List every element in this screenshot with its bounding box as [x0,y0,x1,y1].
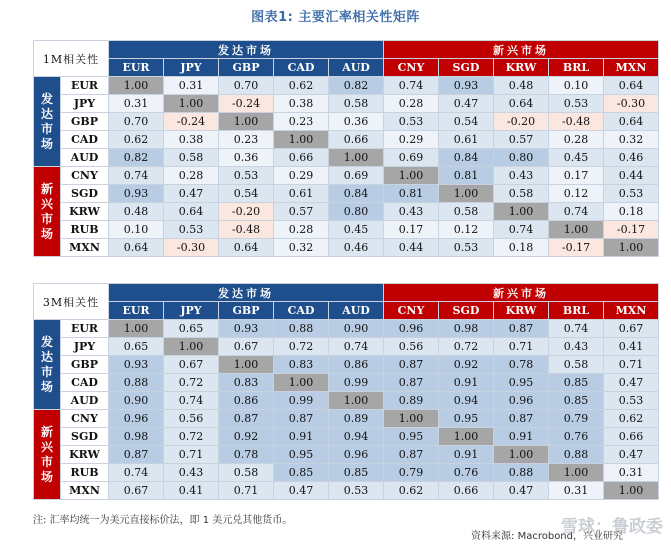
correlation-cell: 0.44 [604,167,659,185]
correlation-cell: 0.48 [494,77,549,95]
correlation-cell: 0.94 [439,392,494,410]
correlation-cell: 0.85 [549,374,604,392]
correlation-cell: 0.64 [494,95,549,113]
correlation-cell: 0.47 [494,482,549,500]
correlation-cell: 0.70 [219,77,274,95]
correlation-cell: 1.00 [219,356,274,374]
correlation-cell: 0.95 [439,410,494,428]
correlation-cell: 1.00 [604,482,659,500]
correlation-cell: 0.74 [109,464,164,482]
correlation-cell: 0.56 [384,338,439,356]
correlation-cell: 0.53 [549,95,604,113]
correlation-cell: 0.91 [494,428,549,446]
correlation-cell: 0.64 [219,239,274,257]
table-row [34,167,659,185]
table-row [34,185,659,203]
correlation-cell: 0.43 [164,464,219,482]
side-label-char: 新 [40,181,53,196]
table-row [34,320,659,338]
correlation-cell: 0.53 [604,185,659,203]
correlation-cell: 0.36 [219,149,274,167]
correlation-cell: -0.17 [549,239,604,257]
correlation-cell: 0.74 [549,320,604,338]
side-label-developed [34,77,61,167]
correlation-cell: 0.88 [549,446,604,464]
correlation-cell: 0.10 [109,221,164,239]
row-header-rub: RUB [61,464,109,482]
correlation-cell: 0.81 [384,185,439,203]
correlation-cell: 0.28 [274,221,329,239]
table-row [34,239,659,257]
correlation-cell: 0.91 [439,374,494,392]
correlation-cell: 0.99 [329,374,384,392]
correlation-cell: 0.41 [164,482,219,500]
correlation-cell: 0.47 [274,482,329,500]
side-label-char: 发 [40,91,53,106]
correlation-cell: 0.84 [329,185,384,203]
side-label-emerging [34,410,61,500]
column-header-krw: KRW [494,302,549,320]
row-header-sgd: SGD [61,428,109,446]
group-header-developed: 发达市场 [109,284,384,302]
correlation-cell: 0.10 [549,77,604,95]
correlation-cell: 1.00 [329,392,384,410]
correlation-cell: 0.93 [109,356,164,374]
correlation-cell: 1.00 [329,149,384,167]
side-label-char: 兴 [40,439,53,454]
correlation-cell: 0.31 [109,95,164,113]
correlation-cell: 0.53 [164,221,219,239]
table-row [34,131,659,149]
correlation-cell: 0.45 [549,149,604,167]
correlation-cell: 0.38 [164,131,219,149]
correlation-cell: 0.87 [494,410,549,428]
correlation-cell: 0.58 [329,95,384,113]
correlation-cell: 0.86 [219,392,274,410]
row-header-mxn: MXN [61,239,109,257]
correlation-cell: 0.83 [219,374,274,392]
correlation-cell: 0.32 [274,239,329,257]
correlation-cell: 0.47 [604,374,659,392]
table-row [34,446,659,464]
correlation-cell: 0.74 [494,221,549,239]
correlation-cell: 0.92 [219,428,274,446]
correlation-cell: 0.72 [439,338,494,356]
correlation-cell: 1.00 [164,338,219,356]
correlation-cell: 0.89 [384,392,439,410]
correlation-cell: 0.61 [439,131,494,149]
column-header-eur: EUR [109,302,164,320]
correlation-cell: 0.62 [109,131,164,149]
correlation-cell: 0.53 [219,167,274,185]
column-header-brl: BRL [549,302,604,320]
correlation-cell: 0.70 [109,113,164,131]
correlation-cell: 0.87 [219,410,274,428]
correlation-cell: 0.86 [329,356,384,374]
correlation-cell: 0.93 [439,77,494,95]
column-header-mxn: MXN [604,59,659,77]
row-header-cad: CAD [61,131,109,149]
correlation-cell: 0.43 [549,338,604,356]
row-header-rub: RUB [61,221,109,239]
correlation-cell: -0.20 [494,113,549,131]
correlation-cell: 0.31 [549,482,604,500]
correlation-cell: 0.96 [329,446,384,464]
correlation-cell: 0.93 [109,185,164,203]
correlation-cell: 0.87 [384,374,439,392]
correlation-cell: 0.91 [439,446,494,464]
column-header-sgd: SGD [439,302,494,320]
correlation-cell: 0.47 [439,95,494,113]
correlation-cell: 0.98 [439,320,494,338]
column-header-eur: EUR [109,59,164,77]
correlation-cell: -0.24 [164,113,219,131]
correlation-cell: 0.67 [109,482,164,500]
correlation-cell: 0.78 [494,356,549,374]
group-header-emerging: 新兴市场 [384,284,659,302]
correlation-cell: 0.65 [164,320,219,338]
correlation-cell: 0.71 [164,446,219,464]
correlation-cell: 0.74 [384,77,439,95]
row-header-sgd: SGD [61,185,109,203]
row-header-krw: KRW [61,203,109,221]
correlation-cell: 1.00 [494,446,549,464]
correlation-cell: 0.88 [109,374,164,392]
table-row [34,149,659,167]
correlation-cell: 0.28 [384,95,439,113]
correlation-cell: 0.18 [604,203,659,221]
correlation-cell: 0.64 [604,77,659,95]
row-header-krw: KRW [61,446,109,464]
group-header-developed: 发达市场 [109,41,384,59]
correlation-cell: 0.74 [549,203,604,221]
correlation-cell: 0.96 [109,410,164,428]
correlation-cell: 1.00 [219,113,274,131]
side-label-char: 达 [40,349,53,364]
correlation-cell: -0.48 [549,113,604,131]
correlation-cell: 0.53 [439,239,494,257]
correlation-cell: 0.28 [164,167,219,185]
correlation-cell: 0.66 [604,428,659,446]
correlation-cell: 0.92 [439,356,494,374]
correlation-cell: 0.31 [164,77,219,95]
correlation-cell: -0.30 [604,95,659,113]
side-label-char: 场 [40,379,53,394]
correlation-cell: 0.62 [604,410,659,428]
correlation-cell: 0.65 [109,338,164,356]
correlation-cell: 0.76 [439,464,494,482]
correlation-cell: 0.88 [274,320,329,338]
correlation-cell: 0.57 [274,203,329,221]
correlation-cell: 0.56 [164,410,219,428]
correlation-cell: 0.93 [219,320,274,338]
correlation-cell: 0.90 [109,392,164,410]
column-header-krw: KRW [494,59,549,77]
correlation-cell: 0.98 [109,428,164,446]
correlation-cell: 0.53 [329,482,384,500]
side-label-char: 发 [40,334,53,349]
correlation-cell: 0.87 [384,356,439,374]
correlation-cell: 0.69 [384,149,439,167]
correlation-cell: 0.71 [494,338,549,356]
correlation-cell: 0.87 [274,410,329,428]
correlation-cell: 0.43 [384,203,439,221]
correlation-cell: 1.00 [384,167,439,185]
column-header-brl: BRL [549,59,604,77]
column-header-aud: AUD [329,302,384,320]
row-header-gbp: GBP [61,113,109,131]
side-label-char: 新 [40,424,53,439]
correlation-cell: 0.54 [219,185,274,203]
correlation-cell: -0.30 [164,239,219,257]
correlation-cell: -0.17 [604,221,659,239]
row-header-jpy: JPY [61,338,109,356]
correlation-cell: 0.66 [274,149,329,167]
row-header-eur: EUR [61,320,109,338]
correlation-cell: 0.90 [329,320,384,338]
correlation-cell: 1.00 [439,185,494,203]
correlation-cell: 0.87 [384,446,439,464]
correlation-cell: 1.00 [109,320,164,338]
row-header-aud: AUD [61,392,109,410]
correlation-cell: 0.28 [549,131,604,149]
correlation-cell: 0.67 [604,320,659,338]
watermark-logo: 雪球：鲁政委 [561,517,663,537]
correlation-cell: 1.00 [109,77,164,95]
correlation-cell: 1.00 [439,428,494,446]
correlation-cell: 0.80 [329,203,384,221]
column-header-aud: AUD [329,59,384,77]
correlation-cell: -0.20 [219,203,274,221]
table-row [34,113,659,131]
correlation-cell: 0.99 [274,392,329,410]
row-header-aud: AUD [61,149,109,167]
table-row [34,410,659,428]
side-label-char: 场 [40,136,53,151]
correlation-cell: 0.74 [109,167,164,185]
correlation-cell: 0.76 [549,428,604,446]
correlation-cell: 1.00 [549,221,604,239]
correlation-cell: 0.58 [439,203,494,221]
correlation-cell: 0.31 [604,464,659,482]
correlation-cell: 0.58 [219,464,274,482]
row-header-jpy: JPY [61,95,109,113]
table-row [34,221,659,239]
correlation-cell: 0.87 [109,446,164,464]
column-header-mxn: MXN [604,302,659,320]
correlation-cell: 0.79 [549,410,604,428]
row-header-cny: CNY [61,410,109,428]
side-label-char: 兴 [40,196,53,211]
correlation-cell: 0.85 [274,464,329,482]
correlation-cell: 0.83 [274,356,329,374]
correlation-cell: 0.85 [549,392,604,410]
correlation-cell: 0.89 [329,410,384,428]
correlation-cell: 0.95 [274,446,329,464]
matrix-label: 3M相关性 [34,284,109,320]
correlation-cell: 0.96 [384,320,439,338]
correlation-cell: 0.41 [604,338,659,356]
correlation-cell: 1.00 [164,95,219,113]
correlation-cell: 0.81 [439,167,494,185]
correlation-cell: 0.38 [274,95,329,113]
correlation-cell: 0.64 [604,113,659,131]
row-header-cny: CNY [61,167,109,185]
correlation-cell: -0.24 [219,95,274,113]
column-header-cad: CAD [274,302,329,320]
correlation-cell: 0.95 [384,428,439,446]
correlation-cell: 0.46 [329,239,384,257]
source-note: 资料来源: Macrobond，兴业研究 [471,531,623,542]
correlation-cell: 0.43 [494,167,549,185]
matrix-label: 1M相关性 [34,41,109,77]
correlation-cell: 0.64 [109,239,164,257]
correlation-cell: 0.57 [494,131,549,149]
correlation-cell: 0.54 [439,113,494,131]
correlation-cell: 0.48 [109,203,164,221]
column-header-cad: CAD [274,59,329,77]
correlation-cell: 0.58 [549,356,604,374]
column-header-cny: CNY [384,302,439,320]
correlation-cell: 0.44 [384,239,439,257]
table-row [34,482,659,500]
correlation-cell: 0.87 [494,320,549,338]
side-label-char: 达 [40,106,53,121]
table-row [34,338,659,356]
row-header-mxn: MXN [61,482,109,500]
correlation-cell: 0.53 [384,113,439,131]
correlation-cell: 0.72 [274,338,329,356]
correlation-cell: 0.96 [494,392,549,410]
column-header-jpy: JPY [164,302,219,320]
correlation-cell: -0.48 [219,221,274,239]
correlation-cell: 0.84 [439,149,494,167]
correlation-cell: 0.47 [604,446,659,464]
correlation-cell: 0.47 [164,185,219,203]
correlation-cell: 0.66 [329,131,384,149]
footnote: 注: 汇率均统一为美元直接标价法，即 1 美元兑其他货币。 [33,515,293,526]
correlation-cell: 0.58 [164,149,219,167]
correlation-cell: 0.53 [604,392,659,410]
correlation-cell: 1.00 [274,374,329,392]
column-header-sgd: SGD [439,59,494,77]
correlation-cell: 0.62 [274,77,329,95]
correlation-cell: 0.78 [219,446,274,464]
table-row [34,464,659,482]
side-label-char: 市 [40,121,53,136]
correlation-cell: 0.71 [604,356,659,374]
correlation-cell: 0.36 [329,113,384,131]
correlation-cell: 0.79 [384,464,439,482]
correlation-cell: 1.00 [604,239,659,257]
correlation-cell: 0.74 [164,392,219,410]
column-header-gbp: GBP [219,59,274,77]
correlation-cell: 0.69 [329,167,384,185]
correlation-cell: 0.72 [164,374,219,392]
column-header-cny: CNY [384,59,439,77]
correlation-cell: 0.95 [494,374,549,392]
column-header-gbp: GBP [219,302,274,320]
correlation-cell: 0.12 [439,221,494,239]
correlation-matrix-1m [33,40,659,257]
chart-title: 图表1: 主要汇率相关性矩阵 [251,10,420,25]
correlation-cell: 0.46 [604,149,659,167]
correlation-cell: 0.61 [274,185,329,203]
correlation-cell: 0.74 [329,338,384,356]
row-header-gbp: GBP [61,356,109,374]
correlation-cell: 0.94 [329,428,384,446]
side-label-emerging [34,167,61,257]
correlation-cell: 0.64 [164,203,219,221]
correlation-cell: 0.45 [329,221,384,239]
correlation-cell: 0.67 [219,338,274,356]
correlation-cell: 0.58 [494,185,549,203]
side-label-developed [34,320,61,410]
table-row [34,374,659,392]
correlation-cell: 1.00 [549,464,604,482]
correlation-cell: 0.23 [219,131,274,149]
correlation-cell: 0.82 [109,149,164,167]
correlation-matrix-3m [33,283,659,500]
correlation-cell: 0.29 [274,167,329,185]
correlation-cell: 0.17 [549,167,604,185]
correlation-cell: 0.82 [329,77,384,95]
correlation-cell: 1.00 [494,203,549,221]
correlation-cell: 0.85 [329,464,384,482]
side-label-char: 市 [40,454,53,469]
correlation-cell: 0.72 [164,428,219,446]
table-row [34,95,659,113]
correlation-cell: 1.00 [384,410,439,428]
side-label-char: 市 [40,364,53,379]
correlation-cell: 0.91 [274,428,329,446]
correlation-cell: 0.17 [384,221,439,239]
correlation-cell: 0.62 [384,482,439,500]
table-row [34,428,659,446]
group-header-emerging: 新兴市场 [384,41,659,59]
correlation-cell: 0.71 [219,482,274,500]
correlation-cell: 1.00 [274,131,329,149]
correlation-cell: 0.32 [604,131,659,149]
table-row [34,203,659,221]
correlation-cell: 0.66 [439,482,494,500]
side-label-char: 场 [40,469,53,484]
side-label-char: 场 [40,226,53,241]
table-row [34,392,659,410]
column-header-jpy: JPY [164,59,219,77]
correlation-cell: 0.88 [494,464,549,482]
correlation-cell: 0.29 [384,131,439,149]
table-row [34,356,659,374]
row-header-eur: EUR [61,77,109,95]
correlation-cell: 0.23 [274,113,329,131]
correlation-cell: 0.67 [164,356,219,374]
correlation-cell: 0.12 [549,185,604,203]
table-row [34,77,659,95]
correlation-cell: 0.18 [494,239,549,257]
correlation-cell: 0.80 [494,149,549,167]
row-header-cad: CAD [61,374,109,392]
side-label-char: 市 [40,211,53,226]
